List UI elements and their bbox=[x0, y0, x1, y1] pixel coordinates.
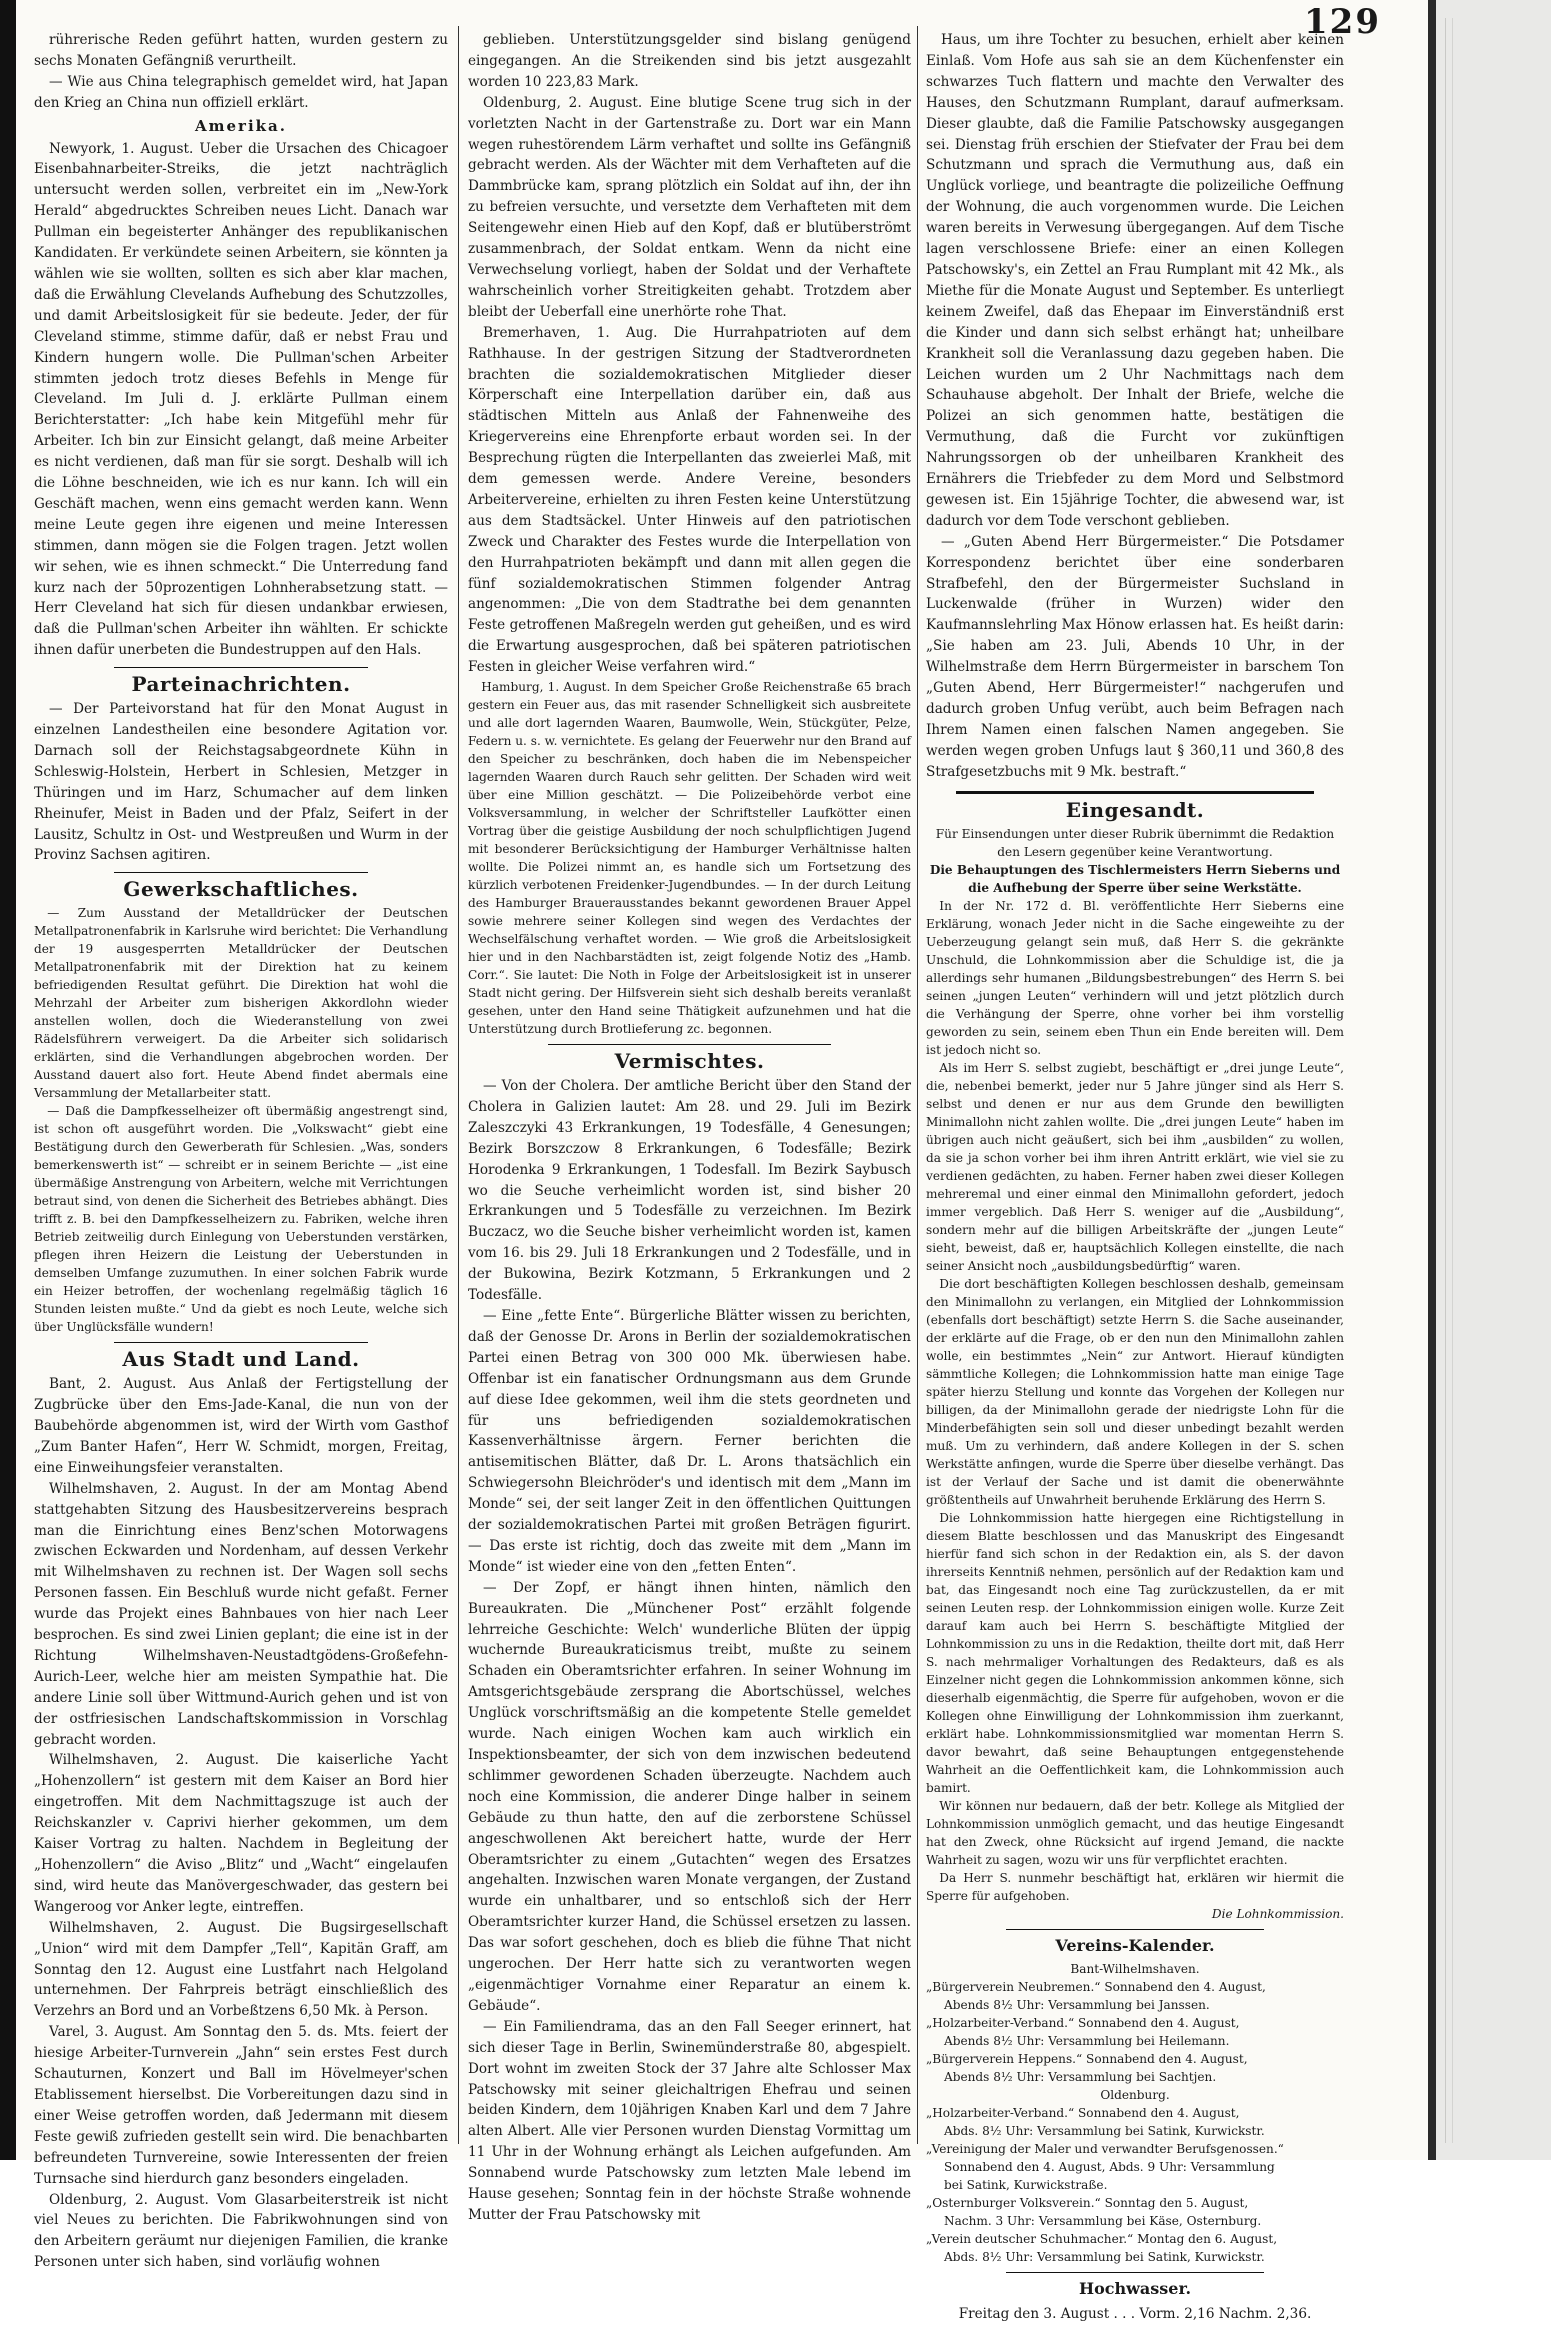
calendar-line: Nachm. 3 Uhr: Versammlung bei Käse, Osternburg. bbox=[944, 2214, 1262, 2229]
paragraph: Bant, 2. August. Aus Anlaß der Fertigstellung der Zugbrücke über den Ems-Jade-Kanal, die nun von der Baubehörde abgenommen ist, wird der Wirth vom Gasthof „Zum Banter Hafen“, Herr W. Schmidt, morgen, Freitag, eine Einweihungsfeier veranstalten. bbox=[34, 1376, 448, 1476]
divider bbox=[114, 1342, 368, 1343]
page-edge-line bbox=[1428, 0, 1436, 2160]
calendar-line: „Bürgerverein Neubremen.“ Sonnabend den 4. August, bbox=[926, 1980, 1266, 1995]
left-border bbox=[0, 0, 16, 2160]
column-rule bbox=[917, 26, 918, 2144]
paragraph: — Wie aus China telegraphisch gemeldet wird, hat Japan den Krieg an China nun offiziell erklärt. bbox=[34, 73, 448, 111]
column-rule bbox=[458, 26, 459, 2144]
paragraph: Da Herr S. nunmehr beschäftigt hat, erklären wir hiermit die Sperre für aufgehoben. bbox=[926, 1870, 1344, 1903]
paragraph: Varel, 3. August. Am Sonntag den 5. ds. Mts. feiert der hiesige Arbeiter-Turnverein „Jahn“ sein erstes Fest durch Schauturnen, Konzert und Ball im Hövelmeyer'schen Etablissement hierselbst. Die Vorbereitungen dazu sind in einer Weise getroffen worden, daß Jedermann mit diesem Feste gewiß zufrieden gestellt sein wird. Die benachbarten befreundeten Turnvereine, sowie Interessenten der freien Turnsache sind hierdurch ganz besonders eingeladen. bbox=[34, 2024, 448, 2187]
signature: Die Lohnkommission. bbox=[1211, 1906, 1344, 1921]
calendar-list bbox=[926, 1960, 1344, 2266]
paragraph: — Eine „fette Ente“. Bürgerliche Blätter wissen zu berichten, daß der Genosse Dr. Arons in Berlin der sozialdemokratischen Partei einen Betrag von 300 000 Mk. überwiesen habe. Offenbar ist ein fanatischer Ordnungsmann aus dem Grunde auf diese Idee gekommen, weil ihm die stets geordneten und für uns befriedigenden sozialdemokratischen Kassenverhältnisse ärgern. Ferner berichten die antisemitischen Blätter, daß Dr. L. Arons thatsächlich ein Schwiegersohn Bleichröder's und identisch mit dem „Mann im Monde“ sei, der seit langer Zeit in den öffentlichen Quittungen der sozialdemokratischen Partei mit großen Beträgen figurirt. — Das erste ist richtig, doch das zweite mit dem „Mann im Monde“ ist wieder eine von den „fetten Enten“. bbox=[468, 1307, 911, 1575]
calendar-line: „Verein deutscher Schuhmacher.“ Montag den 6. August, bbox=[926, 2232, 1278, 2247]
section-heading-amerika: Amerika. bbox=[195, 116, 287, 135]
paragraph: Newyork, 1. August. Ueber die Ursachen des Chicagoer Eisenbahnarbeiter-Streiks, die jetzt nachträglich untersucht werden sollen, verbreitet ein im „New-York Herald“ abgedrucktes Schreiben neues Licht. Danach war Pullman ein begeisterter Anhänger des republikanischen Kandidaten. Er verkündete seinen Arbeitern, sie könnten ja wählen wie sie wollten, sollten es sich aber klar machen, daß die Erwählung Clevelands Aufhebung des Schutzzolles, und damit Arbeitslosigkeit für sie bedeute. Jeder, der für Cleveland stimme, stimme dafür, daß er nebst Frau und Kindern hungern wolle. Die Pullman'schen Arbeiter stimmten jedoch trotz dieses Befehls in Menge für Cleveland. Im Juli d. J. erklärte Pullman einem Berichterstatter: „Ich habe kein Mitgefühl mehr für Arbeiter. Ich bin zur Einsicht gelangt, daß meine Arbeiter es nicht verdienen, daß man für sie sorgt. Deshalb will ich die Löhne beschneiden, wie ich es nur kann. Ich will ein Geschäft machen, wenn eins gemacht werden kann. Wenn meine Leute gegen ihre eigenen und meine Interessen stimmen, dann mögen sie die Folgen tragen. Jetzt wollen wir sehen, wie es ihnen schmeckt.“ Die Unterredung fand kurz nach der 50prozentigen Lohnherabsetzung statt. — Herr Cleveland hat sich für diesen undankbar erwiesen, daß die Pullman'schen Arbeiter ihn wählten. Er schickte ihnen dafür unerbeten die Bundestruppen auf den Hals. bbox=[34, 140, 448, 659]
paragraph: Wilhelmshaven, 2. August. Die Bugsirgesellschaft „Union“ wird mit dem Dampfer „Tell“, Kapitän Graff, am Sonntag den 12. August eine Lustfahrt nach Helgoland unternehmen. Der Fahrpreis beträgt einschließlich des Verzehrs an Bord und an Vorbeßtzens 6,50 Mk. à Person. bbox=[34, 1919, 448, 2020]
page-edge bbox=[1428, 0, 1551, 2160]
paragraph: Wilhelmshaven, 2. August. Die kaiserliche Yacht „Hohenzollern“ ist gestern mit dem Kaiser an Bord hier eingetroffen. Mit dem Nachmittagszuge ist auch der Reichskanzler v. Caprivi hierher gekommen, um dem Kaiser Vortrag zu halten. Nachdem in Begleitung der „Hohenzollern“ die Aviso „Blitz“ und „Wacht“ eingelaufen sind, wird heute das Manövergeschwader, das gestern bei Wangeroog vor Anker legte, eintreffen. bbox=[34, 1752, 448, 1915]
divider-thick bbox=[956, 791, 1314, 794]
column-2 bbox=[468, 30, 911, 2223]
calendar-line: Bant-Wilhelmshaven. bbox=[1070, 1962, 1200, 1977]
page-number: 129 bbox=[1304, 2, 1381, 42]
section-heading-vermischtes: Vermischtes. bbox=[614, 1049, 765, 1074]
section-heading-stadt-land: Aus Stadt und Land. bbox=[122, 1347, 360, 1372]
paragraph: — Daß die Dampfkesselheizer oft übermäßig angestrengt sind, ist schon oft ausgeführt worden. Die „Volkswacht“ giebt eine Bestätigung durch den Gewerberath für Schlesien. „Was, sonders bemerkenswerth ist“ — schreibt er in seinem Berichte — „ist eine übermäßige Anstrengung von Arbeitern, welche mit Verrichtungen betraut sind, von denen die Sicherheit des Betriebes abhängt. Dies trifft z. B. bei den Dampfkesselheizern zu. Fabriken, welche ihren Betrieb zeitweilig durch Einlegung von Ueberstunden verstärken, pflegen ihren Heizern die Leistung der Ueberstunden in demselben Umfange zuzumuthen. In einer solchen Fabrik wurde ein Heizer betroffen, der wochenlang regelmäßig täglich 16 Stunden leisten mußte.“ Und da giebt es noch Leute, welche sich über Unglücksfälle wundern! bbox=[34, 1104, 448, 1335]
disclaimer-note: Für Einsendungen unter dieser Rubrik übernimmt die Redaktion den Lesern gegenüber keine Verantwortung. bbox=[935, 826, 1335, 859]
calendar-line: „Vereinigung der Maler und verwandter Berufsgenossen.“ bbox=[926, 2142, 1284, 2157]
paragraph: In der Nr. 172 d. Bl. veröffentlichte Herr Sieberns eine Erklärung, wonach Jeder nicht in die Sache eingeweihte zu der Ueberzeugung gelangt sein muß, daß Herr S. die gekränkte Unschuld, die Lohnkommission aber die Schuldige ist, die ja allerdings sehr humanen „Bildungsbestrebungen“ des Herrn S. bei seinen „jungen Leuten“ verhindern will und jetzt plötzlich durch die Verhängung der Sperre, ohne vorher bei ihm vorstellig geworden zu sein, seinem eben Thun ein Ende bereiten will. Dem ist jedoch nicht so. bbox=[926, 898, 1344, 1057]
column-3 bbox=[926, 30, 1344, 2323]
tide-line: Freitag den 3. August . . . Vorm. 2,16 Nachm. 2,36. bbox=[958, 2306, 1312, 2323]
section-heading-gewerkschaft: Gewerkschaftliches. bbox=[123, 877, 359, 902]
calendar-line: „Osternburger Volksverein.“ Sonntag den 5. August, bbox=[926, 2196, 1249, 2211]
section-heading-eingesandt: Eingesandt. bbox=[1065, 797, 1205, 822]
divider bbox=[1006, 1929, 1264, 1930]
paragraph: Die dort beschäftigten Kollegen beschlossen deshalb, gemeinsam den Minimallohn zu verlangen, ein Mitglied der Lohnkommission (ebenfalls dort beschäftigt) setzte Herrn S. die Sache auseinander, der erklärte auf die Frage, ob er den nun den Minimallohn zahlen wolle, ein bestimmtes „Nein“ zur Antwort. Hierauf kündigten sämmtliche Kollegen; die Lohnkommission hatte man einige Tage später hierzu Stellung und konnte das Vorgehen der Kollegen nur billigen, da der Minimallohn gerade der niedrigste Lohn für die Minderbefähigten sein soll und dieser unbedingt bezahlt werden muß. Um zu verhindern, daß andere Kollegen in der S. schen Werkstätte anfingen, wurde die Sperre über dieselbe verhängt. Das ist der Verlauf der Sache und ist damit die obenerwähnte größtentheils auf Unwahrheit beruhende Erklärung des Herrn S. bbox=[926, 1276, 1344, 1507]
calendar-line: Abds. 8½ Uhr: Versammlung bei Satink, Kurwickstr. bbox=[944, 2124, 1265, 2139]
paragraph: Oldenburg, 2. August. Eine blutige Scene trug sich in der vorletzten Nacht in der Gartenstraße zu. Dort war ein Mann wegen ruhestörendem Lärm verhaftet und sollte ins Gefängniß gebracht werden. Als der Wächter mit dem Verhafteten auf die Dammbrücke kam, sprang plötzlich ein Soldat auf ihn, der ihn zu befreien versuchte, und versetzte dem Verhafteten mit dem Seitengewehr einen Hieb auf den Kopf, daß er blutüberströmt zusammenbrach, der Soldat entkam. Wenn da nicht eine Verwechselung vorliegt, haben der Soldat und der Verhaftete wahrscheinlich vorher Streitigkeiten gehabt. Trotzdem aber bleibt der Ueberfall eine unerhörte rohe That. bbox=[468, 94, 911, 320]
calendar-line: „Holzarbeiter-Verband.“ Sonnabend den 4. August, bbox=[926, 2016, 1240, 2031]
paragraph: Wir können nur bedauern, daß der betr. Kollege als Mitglied der Lohnkommission unmöglich gemacht, und das heutige Eingesandt hat den Zweck, ohne Rücksicht auf irgend Jemand, die nackte Wahrheit zu sagen, wozu wir uns für verpflichtet erachten. bbox=[926, 1798, 1344, 1867]
calendar-line: Abends 8½ Uhr: Versammlung bei Heilemann. bbox=[944, 2034, 1230, 2049]
divider bbox=[114, 667, 368, 668]
paragraph: — Von der Cholera. Der amtliche Bericht über den Stand der Cholera in Galizien lautet: Am 28. und 29. Juli im Bezirk Zaleszczyki 43 Erkrankungen, 19 Todesfälle, 4 Genesungen; Bezirk Borszczow 8 Erkrankungen, 6 Todesfälle; Bezirk Horodenka 9 Erkrankungen, 1 Todesfall. Im Bezirk Saybusch wo die Seuche verheimlicht worden ist, sind bisher 20 Erkrankungen und 5 Todesfälle zu verzeichnen. Im Bezirk Buczacz, wo die Seuche bisher verheimlicht worden ist, kamen vom 16. bis 29. Juli 18 Erkrankungen und 2 Todesfälle, und in der Bukowina, Bezirk Kotzmann, 5 Erkrankungen und 2 Todesfälle. bbox=[468, 1078, 911, 1304]
page-edge-line bbox=[1452, 18, 1453, 2143]
paragraph: Als im Herr S. selbst zugiebt, beschäftigt er „drei junge Leute“, die, nebenbei bemerkt, jeder nur 5 Jahre jünger sind als Herr S. selbst und denen er nur aus dem Grunde den bewilligten Minimallohn nicht zahlen wollte. Die „drei jungen Leute“ haben im übrigen auch nicht geäußert, sich bei ihm „ausbilden“ zu wollen, da sie ja schon vorher bei ihm ihren Antritt erklärt, wie viel sie zu verdienen gedächten, zu haben. Ferner haben zwei dieser Kollegen mehreremal und einer einmal den Minimallohn gefordert, jedoch immer vergeblich. Daß Herr S. weniger auf die „Ausbildung“, sondern mehr auf die billigen Arbeitskräfte der „jungen Leute“ sieht, beweist, daß er, hauptsächlich Kollegen einstellte, die nach seiner Ansicht noch „ausbildungsbedürftig“ waren. bbox=[926, 1060, 1344, 1273]
calendar-line: bei Satink, Kurwickstraße. bbox=[944, 2178, 1108, 2193]
paragraph: Hamburg, 1. August. In dem Speicher Große Reichenstraße 65 brach gestern ein Feuer aus, das mit rasender Schnelligkeit sich ausbreitete und alle dort lagernden Waaren, Baumwolle, Wein, Stückgüter, Pelze, Federn u. s. w. vernichtete. Es gelang der Feuerwehr nur den Brand auf den Speicher zu beschränken, doch haben die im Nebenspeicher lagernden Waaren durch Rauch sehr gelitten. Der Schaden wird weit über eine Million geschätzt. — Die Polizeibehörde verbot eine Volksversammlung, in welcher der Schriftsteller Laufkötter einen Vortrag über die geistige Ausbildung der noch schulpflichtigen Jugend mit besonderer Berücksichtigung der Hamburger Verhältnisse halten wollte. Die Polizei nimmt an, es handle sich um Fortsetzung des kürzlich verbotenen Freidenker-Jugendbundes. — In der durch Leitung des Hamburger Brauerausstandes bekannt gewordenen Brauer Appel sowie mehrere seiner Kollegen sind wegen des Verdachtes der Wechselfälschung verhaftet worden. — Wie groß die Arbeitslosigkeit hier und in den Nachbarstädten ist, zeigt folgende Notiz des „Hamb. Corr.“. Sie lautet: Die Noth in Folge der Arbeitslosigkeit ist in unserer Stadt nicht gering. Der Hilfsverein sieht sich deshalb bereits veranlaßt gesehen, unter den Hand seine Thätigkeit aufzunehmen und hat die Unterstützung durch Brotlieferung zc. begonnen. bbox=[468, 680, 911, 1037]
calendar-line: Abds. 8½ Uhr: Versammlung bei Satink, Kurwickstr. bbox=[944, 2250, 1265, 2265]
paragraph: Bremerhaven, 1. Aug. Die Hurrahpatrioten auf dem Rathhause. In der gestrigen Sitzung der Stadtverordneten brachten die sozialdemokratischen Mitglieder dieser Körperschaft eine Interpellation darüber ein, daß aus städtischen Mitteln aus Anlaß der Fahnenweihe des Kriegervereins eine Ehrenpforte erbaut worden sei. In der Besprechung rügten die Interpellanten das zweierlei Maß, mit dem gemessen werde. Andere Vereine, besonders Arbeitervereine, erhielten zu ihren Festen keine Unterstützung aus dem Stadtsäckel. Unter Hinweis auf den patriotischen Zweck und Charakter des Festes wurde die Interpellation von den Hurrahpatrioten bekämpft und dann mit allen gegen die fünf sozialdemokratischen Stimmen folgender Antrag angenommen: „Die von dem Stadtrathe bei dem genannten Feste getroffenen Maßregeln werden gut geheißen, und es wird die Erwartung ausgesprochen, daß bei späteren patriotischen Festen in gleicher Weise verfahren wird.“ bbox=[468, 324, 911, 676]
section-heading-hochwasser: Hochwasser. bbox=[1078, 2279, 1192, 2299]
paragraph: — Der Zopf, er hängt ihnen hinten, nämlich den Bureaukraten. Die „Münchener Post“ erzählt folgende lehrreiche Geschichte: Welch' wunderliche Blüten der üppig wuchernde Bureaukraticismus treibt, mußte zu seinem Schaden ein Oberamtsrichter erfahren. In seiner Wohnung im Amtsgerichtsgebäude zersprang die Abortschüssel, welches Unglück vorschriftsmäßig an die kompetente Stelle gemeldet wurde. Nach einigen Wochen kam auch wirklich ein Inspektionsbeamter, der sich von dem inzwischen bedeutend schlimmer gewordenen Schaden überzeugte. Nachdem auch noch eine Kommission, die anderer Dinge halber in seinem Gebäude zu thun hatte, den auf die zerborstene Schüssel angeschwollenen Akt bereichert hatte, wurde der Herr Oberamtsrichter zu einem „Gutachten“ wegen des Ersatzes angehalten. Inzwischen waren Monate vergangen, der Zustand wurde ein unhaltbarer, und so entschloß sich der Herr Oberamtsrichter kurzer Hand, die Schüssel ersetzen zu lassen. Das war sofort geschehen, doch es blieb die fühne That nicht ungerochen. Der Herr hatte sich zu verantworten wegen „eigenmächtiger Vornahme einer Reparatur an einem k. Gebäude“. bbox=[468, 1579, 911, 2014]
paragraph: — Ein Familiendrama, das an den Fall Seeger erinnert, hat sich dieser Tage in Berlin, Swinemünderstraße 80, abgespielt. Dort wohnt im zweiten Stock der 37 Jahre alte Schlosser Max Patschowsky mit seiner gleichaltrigen Ehefrau und seinen beiden Kindern, dem 10jährigen Knaben Karl und dem 7 Jahre alten Albert. Alle vier Personen wurden Dienstag Vormittag um 11 Uhr in der Wohnung erhängt als Leichen aufgefunden. Am Sonnabend wurde Patschowsky zum letzten Male lebend im Hause gesehen; Sonntag fein in der höchste Straße wohnende Mutter der Frau Patschowsky mit bbox=[468, 2018, 911, 2223]
section-heading-partei: Parteinachrichten. bbox=[131, 672, 351, 697]
calendar-line: Sonnabend den 4. August, Abds. 9 Uhr: Versammlung bbox=[944, 2160, 1275, 2175]
column-1 bbox=[34, 30, 448, 2271]
page-edge-line bbox=[1445, 18, 1446, 2143]
calendar-line: „Bürgerverein Heppens.“ Sonnabend den 4. August, bbox=[926, 2052, 1248, 2067]
section-heading-kalender: Vereins-Kalender. bbox=[1055, 1935, 1215, 1955]
paragraph: Die Lohnkommission hatte hiergegen eine Richtigstellung in diesem Blatte beschlossen und das Manuskript des Eingesandt hierfür fand sich schon in der Redaktion ein, als S. der davon ihrerseits Kenntniß nehmen, persönlich auf der Redaktion kam und bat, das Eingesandt noch eine Tag zurückzustellen, da er mit seinen Leuten resp. der Lohnkommission einigen wolle. Kurze Zeit darauf kam auch bei Herrn S. beschäftigte Mitglied der Lohnkommission zu uns in die Redaktion, theilte dort mit, daß Herr S. nach mehrmaliger Vorhaltungen des Redakteurs, daß es als Einzelner nicht gegen die Lohnkommission ankommen könne, sich dieserhalb eigenmächtig, die Sperre für aufgehoben, wovon er die Kollegen ohne Einwilligung der Lohnkommission ihm zuerkannt, erklärt habe. Lohnkommissionsmitglied war momentan Herrn S. davor bewahrt, daß seine Behauptungen entgegenstehende Wahrheit an die Oeffentlichkeit kam, die Lohnkommission auch bamirt. bbox=[926, 1510, 1344, 1795]
paragraph: Oldenburg, 2. August. Vom Glasarbeiterstreik ist nicht viel Neues zu berichten. Die Fabrikwohnungen sind von den Arbeitern geräumt nur diejenigen Familien, die kranke Personen unter sich haben, sind vorläufig wohnen bbox=[34, 2191, 448, 2271]
divider bbox=[1006, 2272, 1264, 2273]
paragraph: — Der Parteivorstand hat für den Monat August in einzelnen Landestheilen eine besondere Agitation vor. Darnach soll der Reichstagsabgeordnete Kühn in Schleswig-Holstein, Herbert in Schlesien, Metzger in Thüringen und im Harz, Schumacher auf dem linken Rheinufer, Meist in Baden und der Pfalz, Seifert in der Lausitz, Schultz in Ost- und Westpreußen und Wurm in der Provinz Sachsen agitiren. bbox=[34, 701, 448, 864]
paragraph: geblieben. Unterstützungsgelder sind bislang genügend eingegangen. An die Streikenden sind bis jetzt ausgezahlt worden 10 223,83 Mark. bbox=[468, 32, 911, 90]
paragraph: Wilhelmshaven, 2. August. In der am Montag Abend stattgehabten Sitzung des Hausbesitzervereins besprach man die Einrichtung eines Benz'schen Motorwagens zwischen Eckwarden und Nordenham, auf dessen Verkehr mit Wilhelmshaven zu rechnen ist. Der Wagen soll sechs Personen fassen. Ein Beschluß wurde nicht gefaßt. Ferner wurde das Projekt eines Bahnbaues von hier nach Leer besprochen. Es sind zwei Linien geplant; die eine ist in der Richtung Wilhelmshaven-Neustadtgödens-Großefehn-Aurich-Leer, welche hier am meisten Sympathie hat. Die andere Linie soll über Wittmund-Aurich gehen und ist von der ostfriesischen Landschaftskommission in Vorschlag gebracht worden. bbox=[34, 1480, 448, 1748]
paragraph: — „Guten Abend Herr Bürgermeister.“ Die Potsdamer Korrespondenz berichtet über eine sonderbaren Strafbefehl, den der Bürgermeister Suchsland in Luckenwalde (früher in Wurzen) wider den Kaufmannslehrling Max Hönow erlassen hat. Es heißt darin: „Sie haben am 23. Juli, Abends 10 Uhr, in der Wilhelmstraße dem Herrn Bürgermeister in barschem Ton „Guten Abend, Herr Bürgermeister!“ nachgerufen und dadurch groben Unfug verübt, auch beim Befragen nach Ihrem Namen einen falschen Namen angegeben. Sie werden wegen groben Unfugs laut § 360,11 und 360,8 des Strafgesetzbuchs mit 9 Mk. bestraft.“ bbox=[926, 533, 1344, 780]
calendar-line: Abends 8½ Uhr: Versammlung bei Sachtjen. bbox=[944, 2070, 1217, 2085]
paragraph: rührerische Reden geführt hatten, wurden gestern zu sechs Monaten Gefängniß verurtheilt. bbox=[34, 32, 448, 69]
calendar-line: „Holzarbeiter-Verband.“ Sonnabend den 4. August, bbox=[926, 2106, 1240, 2121]
calendar-line: Oldenburg. bbox=[1100, 2088, 1170, 2103]
divider bbox=[114, 872, 368, 873]
divider bbox=[548, 1044, 831, 1045]
paragraph: — Zum Ausstand der Metalldrücker der Deutschen Metallpatronenfabrik in Karlsruhe wird berichtet: Die Verhandlung der 19 ausgesperrten Metalldrücker der Deutschen Metallpatronenfabrik mit der Direktion hat zu keinem befriedigenden Resultat geführt. Die Direktion hat wohl die Mehrzahl der Arbeiter zum bisherigen Akkordlohn wieder anstellen wollen, doch die Wiederanstellung von zwei Rädelsführern verweigert. Da die Arbeiter sich solidarisch erklärten, sind die Verhandlungen abgebrochen worden. Der Ausstand dauert also fort. Heute Abend findet abermals eine Versammlung der Metallarbeiter statt. bbox=[34, 906, 448, 1101]
calendar-line: Abends 8½ Uhr: Versammlung bei Janssen. bbox=[944, 1998, 1210, 2013]
letter-title: Die Behauptungen des Tischlermeisters Herrn Sieberns und die Aufhebung der Sperre über seine Werkstätte. bbox=[929, 862, 1341, 895]
paragraph: Haus, um ihre Tochter zu besuchen, erhielt aber keinen Einlaß. Vom Hofe aus sah sie an dem Küchenfenster ein schwarzes Tuch flattern und machte den Verwalter des Hauses, den Schutzmann Rumplant, darauf aufmerksam. Dieser glaubte, daß die Familie Patschowsky ausgegangen sei. Dienstag früh erschien der Stiefvater der Frau bei dem Schutzmann und sprach die Vermuthung aus, daß ein Unglück vorliege, und beantragte die polizeiliche Oeffnung der Wohnung, die auch vorgenommen wurde. Die Leichen waren bereits in Verwesung übergegangen. Auf dem Tische lagen verschlossene Briefe: einer an einen Kollegen Patschowsky's, ein Zettel an Frau Rumplant mit 42 Mk., als Miethe für die Monate August und September. Es unterliegt keinem Zweifel, daß das Ehepaar im Einverständniß erst die Kinder und dann sich selbst erhängt hat; unheilbare Krankheit soll die Veranlassung dazu gegeben haben. Die Leichen wurden um 2 Uhr Nachmittags nach dem Schauhause abgeholt. Der Inhalt der Briefe, welche die Polizei an sich genommen hatte, bestätigen die Vermuthung, daß die Furcht vor zukünftigen Nahrungssorgen ob der unheilbaren Krankheit des Ernährers die Triebfeder zu dem Mord und Selbstmord gewesen ist. Ein 15jährige Tochter, die abwesend war, ist dadurch vor dem Tode verschont geblieben. bbox=[926, 32, 1344, 529]
